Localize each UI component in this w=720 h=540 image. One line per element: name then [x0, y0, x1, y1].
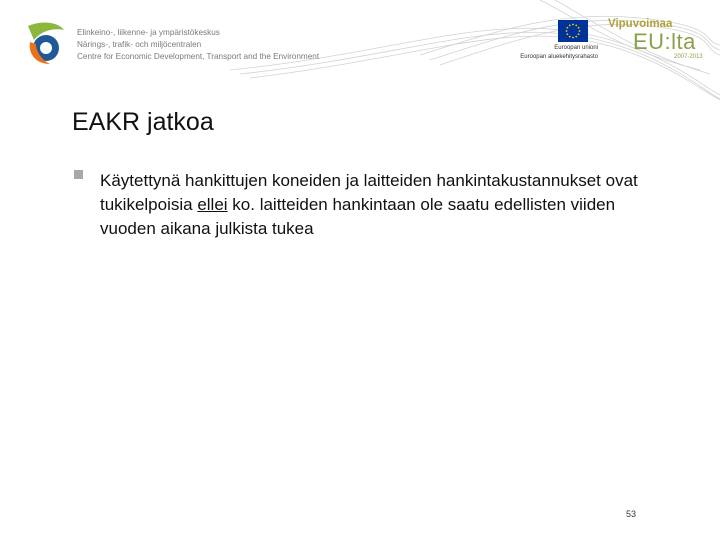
eu-caption	[512, 44, 598, 62]
ely-name-en: Centre for Economic Development, Transport and the Environment	[77, 52, 320, 61]
bullet-text-after: ko. laitteiden hankintaan ole saatu edellisten viiden vuoden aikana julkista tukea	[100, 195, 616, 238]
eu-star	[566, 30, 568, 32]
ely-name-fi: Elinkeino-, liikenne- ja ympäristökeskus	[77, 28, 220, 37]
eu-star	[572, 24, 574, 26]
eu-star	[578, 33, 580, 35]
eulta-period: 2007-2013	[674, 54, 703, 60]
vipuvoimaa-label: Vipuvoimaa	[608, 18, 673, 30]
eu-caption-union: Euroopan unioni	[554, 45, 598, 51]
eu-star	[575, 36, 577, 38]
eu-flag-icon	[558, 20, 588, 42]
bullet-text	[100, 169, 650, 241]
ely-centre-name	[77, 27, 319, 63]
eu-star	[566, 33, 568, 35]
eu-star	[578, 27, 580, 29]
eu-star	[569, 36, 571, 38]
page-number: 53	[625, 509, 636, 519]
ely-centre-logo	[24, 18, 70, 66]
eu-star	[579, 30, 581, 32]
eu-star	[569, 24, 571, 26]
bullet-text-underlined: ellei	[197, 195, 228, 214]
ely-name-sv: Närings-, trafik- och miljöcentralen	[77, 40, 202, 49]
eu-star	[566, 27, 568, 29]
eu-star	[572, 37, 574, 39]
bullet-text-before: Käytettynä hankittujen koneiden ja laitteiden hankintakustannukset ovat tukikelpoisia	[100, 171, 638, 214]
eu-star	[575, 24, 577, 26]
eulta-label: EU:lta	[633, 29, 696, 54]
square-bullet-icon	[74, 170, 83, 179]
slide-title: EAKR jatkoa	[72, 108, 214, 136]
eu-caption-fund: Euroopan aluekehitysrahasto	[520, 54, 598, 60]
slide-header	[0, 0, 720, 80]
